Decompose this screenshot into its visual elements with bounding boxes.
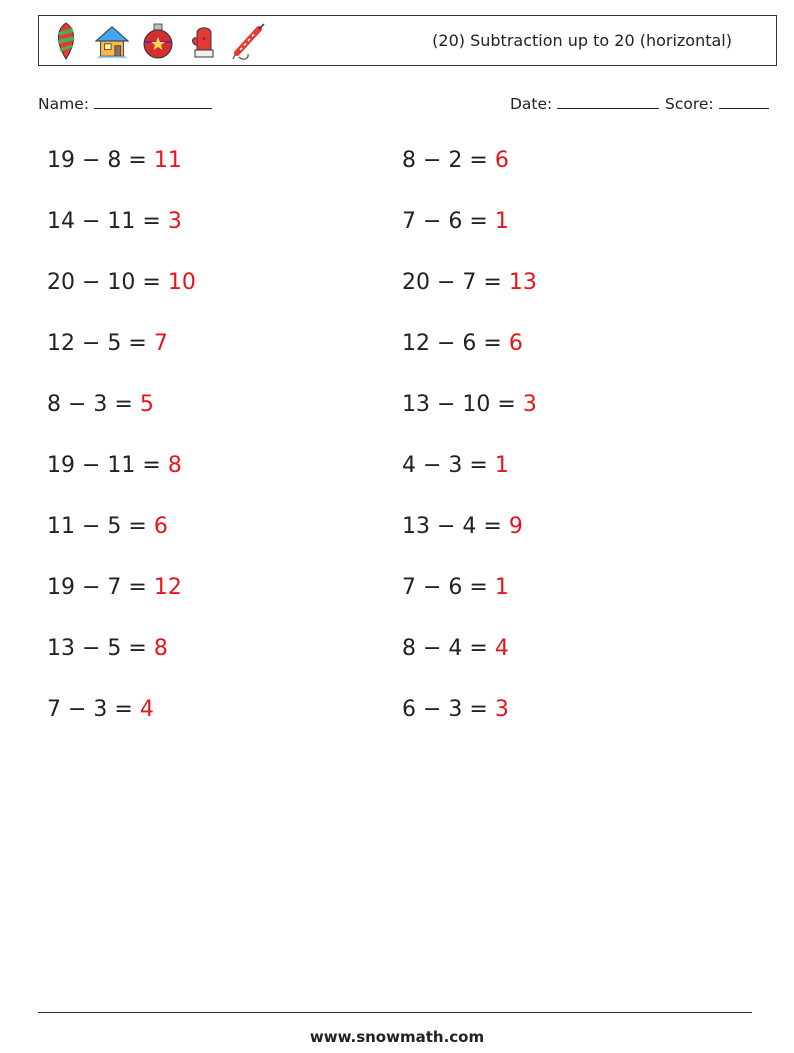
problem-question: 4 − 3 = <box>402 453 488 478</box>
problem-answer: 1 <box>494 453 509 478</box>
problem-question: 8 − 3 = <box>47 392 133 417</box>
mitten-icon <box>185 20 223 62</box>
name-label: Name: <box>38 95 89 113</box>
problem-left-6 <box>47 453 182 478</box>
problem-question: 19 − 7 = <box>47 575 147 600</box>
problem-right-2 <box>402 209 509 234</box>
problem-left-1 <box>47 148 182 173</box>
problem-answer: 6 <box>153 514 168 539</box>
problem-left-8 <box>47 575 182 600</box>
problem-left-10 <box>47 697 154 722</box>
problem-answer: 12 <box>153 575 182 600</box>
problem-answer: 1 <box>494 575 509 600</box>
problem-question: 12 − 5 = <box>47 331 147 356</box>
problem-left-5 <box>47 392 154 417</box>
problem-answer: 10 <box>167 270 196 295</box>
problem-answer: 13 <box>508 270 537 295</box>
problem-question: 12 − 6 = <box>402 331 502 356</box>
problem-right-10 <box>402 697 509 722</box>
score-blank[interactable] <box>719 92 769 109</box>
problem-question: 13 − 5 = <box>47 636 147 661</box>
firework-rocket-icon <box>231 20 269 62</box>
problem-question: 8 − 2 = <box>402 148 488 173</box>
footer-divider <box>38 1012 752 1013</box>
problem-answer: 6 <box>508 331 523 356</box>
problem-right-9 <box>402 636 509 661</box>
problem-left-7 <box>47 514 168 539</box>
problem-answer: 8 <box>153 636 168 661</box>
problem-answer: 9 <box>508 514 523 539</box>
worksheet-header <box>38 15 777 66</box>
score-label: Score: <box>665 95 714 113</box>
problem-question: 19 − 11 = <box>47 453 161 478</box>
problem-answer: 4 <box>139 697 154 722</box>
problem-left-9 <box>47 636 168 661</box>
problem-answer: 3 <box>522 392 537 417</box>
problem-right-1 <box>402 148 509 173</box>
problem-question: 13 − 10 = <box>402 392 516 417</box>
problem-question: 20 − 7 = <box>402 270 502 295</box>
problem-question: 19 − 8 = <box>47 148 147 173</box>
name-blank[interactable] <box>94 92 212 109</box>
problem-answer: 7 <box>153 331 168 356</box>
problem-question: 11 − 5 = <box>47 514 147 539</box>
problem-answer: 5 <box>139 392 154 417</box>
problem-left-2 <box>47 209 182 234</box>
problem-left-3 <box>47 270 196 295</box>
problem-answer: 3 <box>167 209 182 234</box>
problem-answer: 4 <box>494 636 509 661</box>
bauble-icon <box>139 20 177 62</box>
ornament-icon <box>47 20 85 62</box>
score-field[interactable] <box>665 92 769 113</box>
problem-right-8 <box>402 575 509 600</box>
problem-question: 7 − 3 = <box>47 697 133 722</box>
problem-question: 14 − 11 = <box>47 209 161 234</box>
problem-right-6 <box>402 453 509 478</box>
problem-answer: 3 <box>494 697 509 722</box>
problem-right-3 <box>402 270 537 295</box>
problem-right-4 <box>402 331 523 356</box>
problem-answer: 6 <box>494 148 509 173</box>
date-field[interactable] <box>510 92 659 113</box>
problem-question: 7 − 6 = <box>402 209 488 234</box>
problem-answer: 11 <box>153 148 182 173</box>
problem-left-4 <box>47 331 168 356</box>
problem-right-5 <box>402 392 537 417</box>
problem-question: 13 − 4 = <box>402 514 502 539</box>
header-icons <box>47 20 277 62</box>
problem-right-7 <box>402 514 523 539</box>
problem-answer: 8 <box>167 453 182 478</box>
name-field[interactable] <box>38 92 212 113</box>
worksheet-title: (20) Subtraction up to 20 (horizontal) <box>432 31 732 50</box>
problem-question: 6 − 3 = <box>402 697 488 722</box>
problem-question: 8 − 4 = <box>402 636 488 661</box>
snow-house-icon <box>93 20 131 62</box>
date-label: Date: <box>510 95 553 113</box>
problem-question: 7 − 6 = <box>402 575 488 600</box>
svg-text:*: * <box>202 36 206 44</box>
footer-site: www.snowmath.com <box>309 1028 485 1046</box>
problem-answer: 1 <box>494 209 509 234</box>
date-blank[interactable] <box>557 92 659 109</box>
problem-question: 20 − 10 = <box>47 270 161 295</box>
